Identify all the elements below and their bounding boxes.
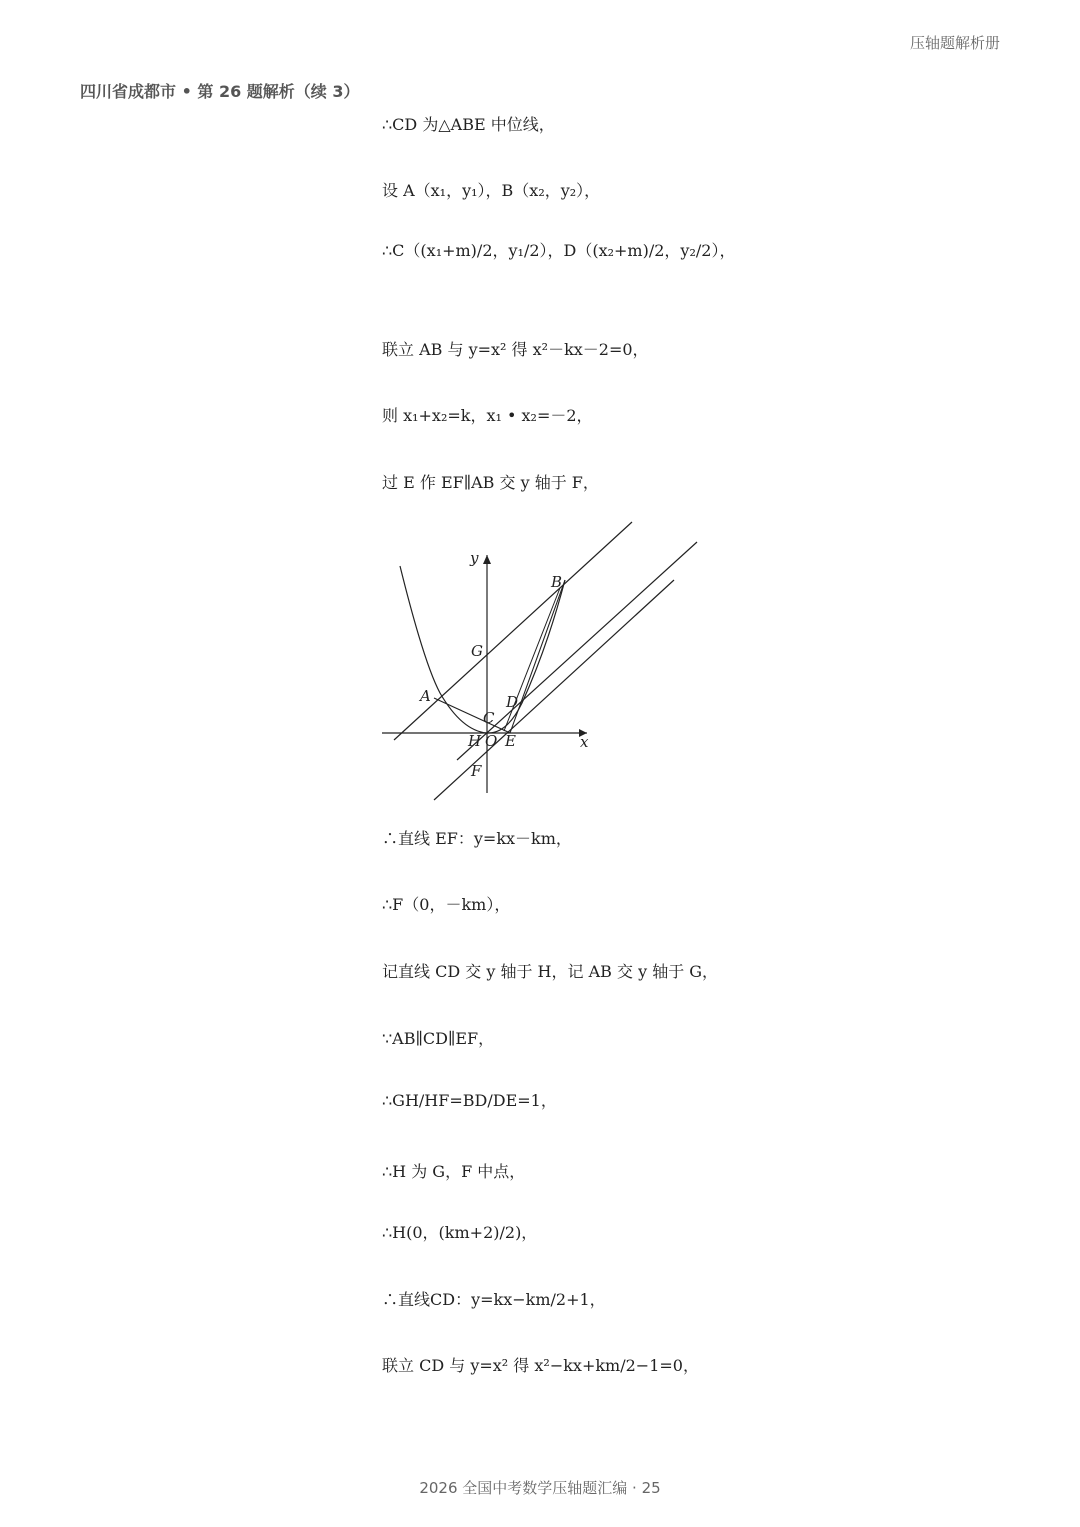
line-text: 设 A（x₁，y₁），B（x₂，y₂），	[382, 181, 601, 200]
y-axis-arrow	[483, 555, 491, 564]
line-text: ∴F（0，－km），	[382, 895, 511, 914]
line-text: ∴H(0，(km+2)/2)，	[382, 1223, 538, 1242]
line-text: 记直线 CD 交 y 轴于 H，记 AB 交 y 轴于 G，	[382, 962, 719, 981]
label-g: G	[471, 642, 483, 660]
line-text: 过 E 作 EF∥AB 交 y 轴于 F，	[382, 473, 599, 492]
segment-be	[510, 580, 565, 733]
label-x: x	[580, 733, 589, 751]
line-cd	[457, 542, 697, 760]
line-text: 联立 AB 与 y=x² 得 x²－kx－2=0，	[382, 340, 649, 359]
line-cd-equation	[382, 1289, 606, 1311]
line-h-midpoint	[382, 1161, 525, 1183]
label-y: y	[470, 549, 479, 567]
line-midpoints	[382, 240, 735, 262]
label-o: O	[485, 732, 498, 750]
line-define-hg	[382, 961, 718, 983]
label-e: E	[505, 732, 516, 750]
line-vieta	[382, 405, 593, 427]
line-set-points	[382, 180, 600, 202]
line-text: 联立 CD 与 y=x² 得 x²−kx+km/2−1=0，	[382, 1356, 699, 1375]
line-ef	[434, 580, 674, 800]
line-draw-ef	[382, 472, 599, 494]
line-midline	[382, 114, 555, 136]
page-footer: 2026 全国中考数学压轴题汇编 · 25	[419, 1479, 661, 1497]
line-ef-equation	[382, 828, 572, 850]
line-ratio	[382, 1090, 557, 1112]
line-f-point	[382, 894, 510, 916]
line-text: ∴GH/HF=BD/DE=1，	[382, 1091, 557, 1110]
label-h: H	[468, 732, 482, 750]
line-text: ∴直线CD：y=kx−km/2+1，	[382, 1290, 606, 1309]
label-a: A	[420, 687, 431, 705]
book-title: 压轴题解析册	[909, 34, 1000, 52]
line-combine-ab	[382, 339, 649, 361]
line-combine-cd	[382, 1355, 699, 1377]
label-c: C	[483, 709, 495, 727]
line-text: ∴C（(x₁+m)/2，y₁/2），D（(x₂+m)/2，y₂/2），	[382, 241, 736, 260]
label-d: D	[506, 693, 519, 711]
parabola-figure	[382, 518, 702, 803]
label-b: B	[551, 573, 563, 591]
label-f: F	[471, 762, 482, 780]
line-text: 则 x₁+x₂=k，x₁ • x₂=－2，	[382, 406, 593, 425]
line-text: ∴直线 EF：y=kx－km，	[382, 829, 572, 848]
line-parallel	[382, 1028, 494, 1050]
line-h-coord	[382, 1222, 537, 1244]
line-text: ∴H 为 G，F 中点，	[382, 1162, 526, 1181]
line-text: ∴CD 为△ABE 中位线，	[382, 115, 555, 134]
section-title: 四川省成都市 • 第 26 题解析（续 3）	[80, 82, 360, 101]
line-text: ∵AB∥CD∥EF，	[382, 1029, 495, 1048]
